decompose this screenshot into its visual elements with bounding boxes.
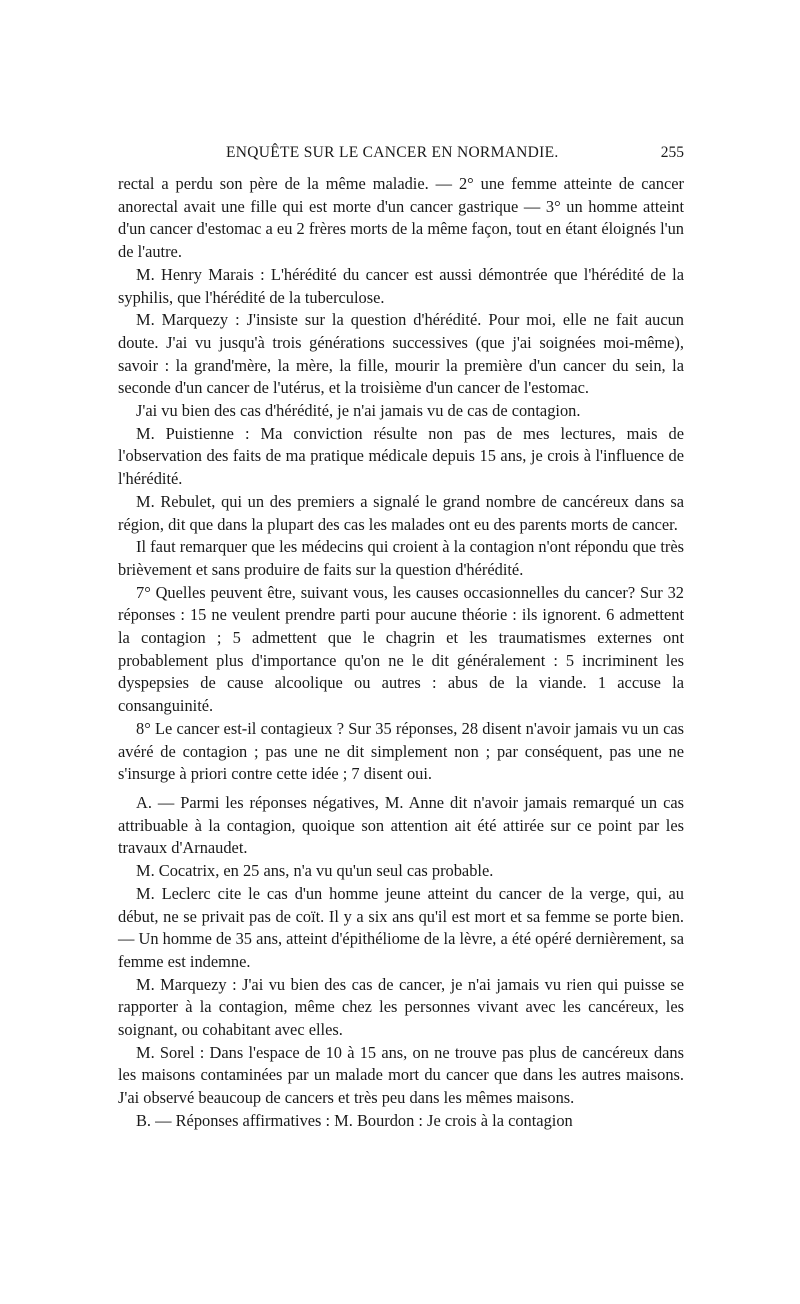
running-header [118, 144, 684, 168]
paragraph-continuation: rectal a perdu son père de la même maladie. — 2° une femme atteinte de cancer anorectal avait une fille qui est morte d'un cancer gastrique — 3° un homme atteint d'un cancer d'estomac a eu 2 frères morts de la même façon, tout en étant éloignés l'un de l'autre. [118, 174, 684, 262]
paragraph-question-7: 7° Quelles peuvent être, suivant vous, les causes occasionnelles du cancer? Sur 32 réponses : 15 ne veulent prendre parti pour aucune théorie : ils ignorent. 6 admettent la contagion ; 5 admettent que le chagrin et les traumatismes externes ont probablement plus d'importance qu'on ne le dit généralement : 5 incriminent les dyspepsies de cause alcoolique ou autres : abus de la viande. 1 accuse la consanguinité. [118, 582, 684, 716]
paragraph-remark: Il faut remarquer que les médecins qui croient à la contagion n'ont répondu que très brièvement et sans produire de faits sur la question d'hérédité. [118, 537, 684, 579]
paragraph-leclerc: M. Leclerc cite le cas d'un homme jeune atteint du cancer de la verge, qui, au début, ne se privait pas de coït. Il y a six ans qu'il est mort et sa femme se porte bien. — Un homme de 35 ans, atteint d'épithéliome de la lèvre, a été opéré dernièrement, sa femme est indemne. [118, 883, 684, 971]
body-text [118, 173, 684, 1133]
running-title: ENQUÊTE SUR LE CANCER EN NORMANDIE. [226, 144, 559, 161]
page-number: 255 [660, 144, 684, 161]
paragraph-no-contagion: J'ai vu bien des cas d'hérédité, je n'ai jamais vu de cas de contagion. [136, 401, 581, 421]
paragraph-henry-marais: M. Henry Marais : L'hérédité du cancer est aussi démontrée que l'hérédité de la syphilis, que l'hérédité de la tuberculose. [118, 264, 684, 307]
paragraph-marquezy-heredity: M. Marquezy : J'insiste sur la question d'hérédité. Pour moi, elle ne fait aucun doute. J'ai vu jusqu'à trois générations successives (que j'ai soignées moi-même), savoir : la grand'mère, la mère, la fille, mourir la première d'un cancer du sein, la seconde d'un cancer de l'utérus, et la troisième d'un cancer de l'estomac. [118, 310, 684, 398]
paragraph-affirmative-answers: B. — Réponses affirmatives : M. Bourdon : Je crois à la contagion [136, 1110, 573, 1130]
paragraph-cocatrix: M. Cocatrix, en 25 ans, n'a vu qu'un seul cas probable. [136, 861, 494, 881]
paragraph-marquezy-contagion: M. Marquezy : J'ai vu bien des cas de cancer, je n'ai jamais vu rien qui puisse se rapporter à la contagion, même chez les personnes vivant avec les cancéreux, les soignant, ou cohabitant avec elles. [118, 974, 684, 1040]
paragraph-rebulet: M. Rebulet, qui un des premiers a signalé le grand nombre de cancéreux dans sa région, dit que dans la plupart des cas les malades ont eu des parents morts de cancer. [118, 491, 684, 534]
paragraph-puistienne: M. Puistienne : Ma conviction résulte non pas de mes lectures, mais de l'observation des faits de ma pratique médicale depuis 15 ans, je crois à l'influence de l'hérédité. [118, 423, 684, 489]
paragraph-sorel: M. Sorel : Dans l'espace de 10 à 15 ans, on ne trouve pas plus de cancéreux dans les maisons contaminées par un malade mort du cancer que dans les autres maisons. J'ai observé beaucoup de cancers et très peu dans les mêmes maisons. [118, 1042, 684, 1108]
paragraph-negative-answers: A. — Parmi les réponses négatives, M. Anne dit n'avoir jamais remarqué un cas attribuable à la contagion, quoique son attention ait été attirée sur ce point par les travaux d'Arnaudet. [118, 792, 684, 858]
paragraph-question-8: 8° Le cancer est-il contagieux ? Sur 35 réponses, 28 disent n'avoir jamais vu un cas avéré de contagion ; pas une ne dit simplement non ; par conséquent, pas une ne s'insurge à priori contre cette idée ; 7 disent oui. [118, 718, 684, 784]
